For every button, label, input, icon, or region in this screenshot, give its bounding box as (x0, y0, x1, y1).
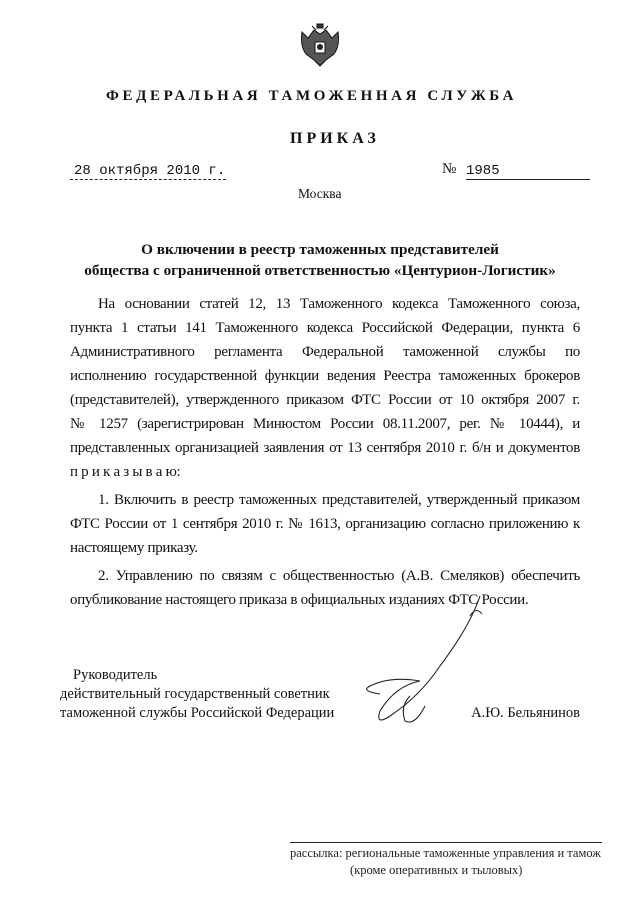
signer-position: действительный государственный советник (60, 686, 330, 702)
city: Москва (298, 186, 342, 201)
doc-type: ПРИКАЗ (290, 130, 380, 147)
signature-block (60, 666, 580, 723)
order-date: 28 октября 2010 г. (70, 163, 226, 180)
number-sign: № (442, 161, 457, 177)
body-line: представленных организацией заявления от 13 сентября 2010 г. б/н и документов (70, 440, 580, 456)
body-line: 2. Управлению по связям с общественностью (А.В. Смеляков) обеспечить (98, 568, 580, 584)
signer-position: таможенной службы Российской Федерации (60, 705, 335, 721)
agency-name: ФЕДЕРАЛЬНАЯ ТАМОЖЕННАЯ СЛУЖБА (106, 88, 518, 104)
handwritten-signature (350, 586, 500, 736)
coat-of-arms-emblem (298, 22, 342, 68)
order-number: 1985 (466, 163, 590, 180)
body-line: опубликование настоящего приказа в официальных изданиях ФТС России. (70, 592, 529, 608)
order-body (60, 292, 580, 723)
body-line: настоящему приказу. (70, 540, 198, 556)
distribution-list: рассылка: региональные таможенные управления и тамож (290, 846, 601, 860)
subject-line-1: О включении в реестр таможенных представителей (141, 241, 499, 258)
subject-line-2: общества с ограниченной ответственностью «Центурион-Логистик» (84, 262, 556, 279)
orders-word: п р и к а з ы в а ю: (70, 464, 181, 480)
signer-name: А.Ю. Бельянинов (471, 705, 580, 721)
body-line: Административного регламента Федеральной таможенной службы по (70, 344, 580, 360)
body-line: ФТС России от 1 сентября 2010 г. № 1613, организацию согласно приложению к (70, 516, 580, 532)
signer-position: Руководитель (73, 667, 158, 683)
body-line: исполнению государственной функции ведения Реестра таможенных брокеров (70, 368, 580, 384)
body-line: (представителей), утвержденного приказом ФТС России от 10 октября 2007 г. (70, 392, 580, 408)
body-line: 1. Включить в реестр таможенных представителей, утвержденный приказом (98, 492, 580, 508)
body-line: пункта 1 статьи 141 Таможенного кодекса Российской Федерации, пункта 6 (70, 320, 580, 336)
body-line: № 1257 (зарегистрирован Минюстом России 08.11.2007, рег. № 10444), и (70, 416, 580, 432)
footer-divider (290, 842, 602, 843)
body-line: На основании статей 12, 13 Таможенного кодекса Таможенного союза, (98, 296, 580, 312)
distribution-note: (кроме оперативных и тыловых) (350, 863, 523, 877)
